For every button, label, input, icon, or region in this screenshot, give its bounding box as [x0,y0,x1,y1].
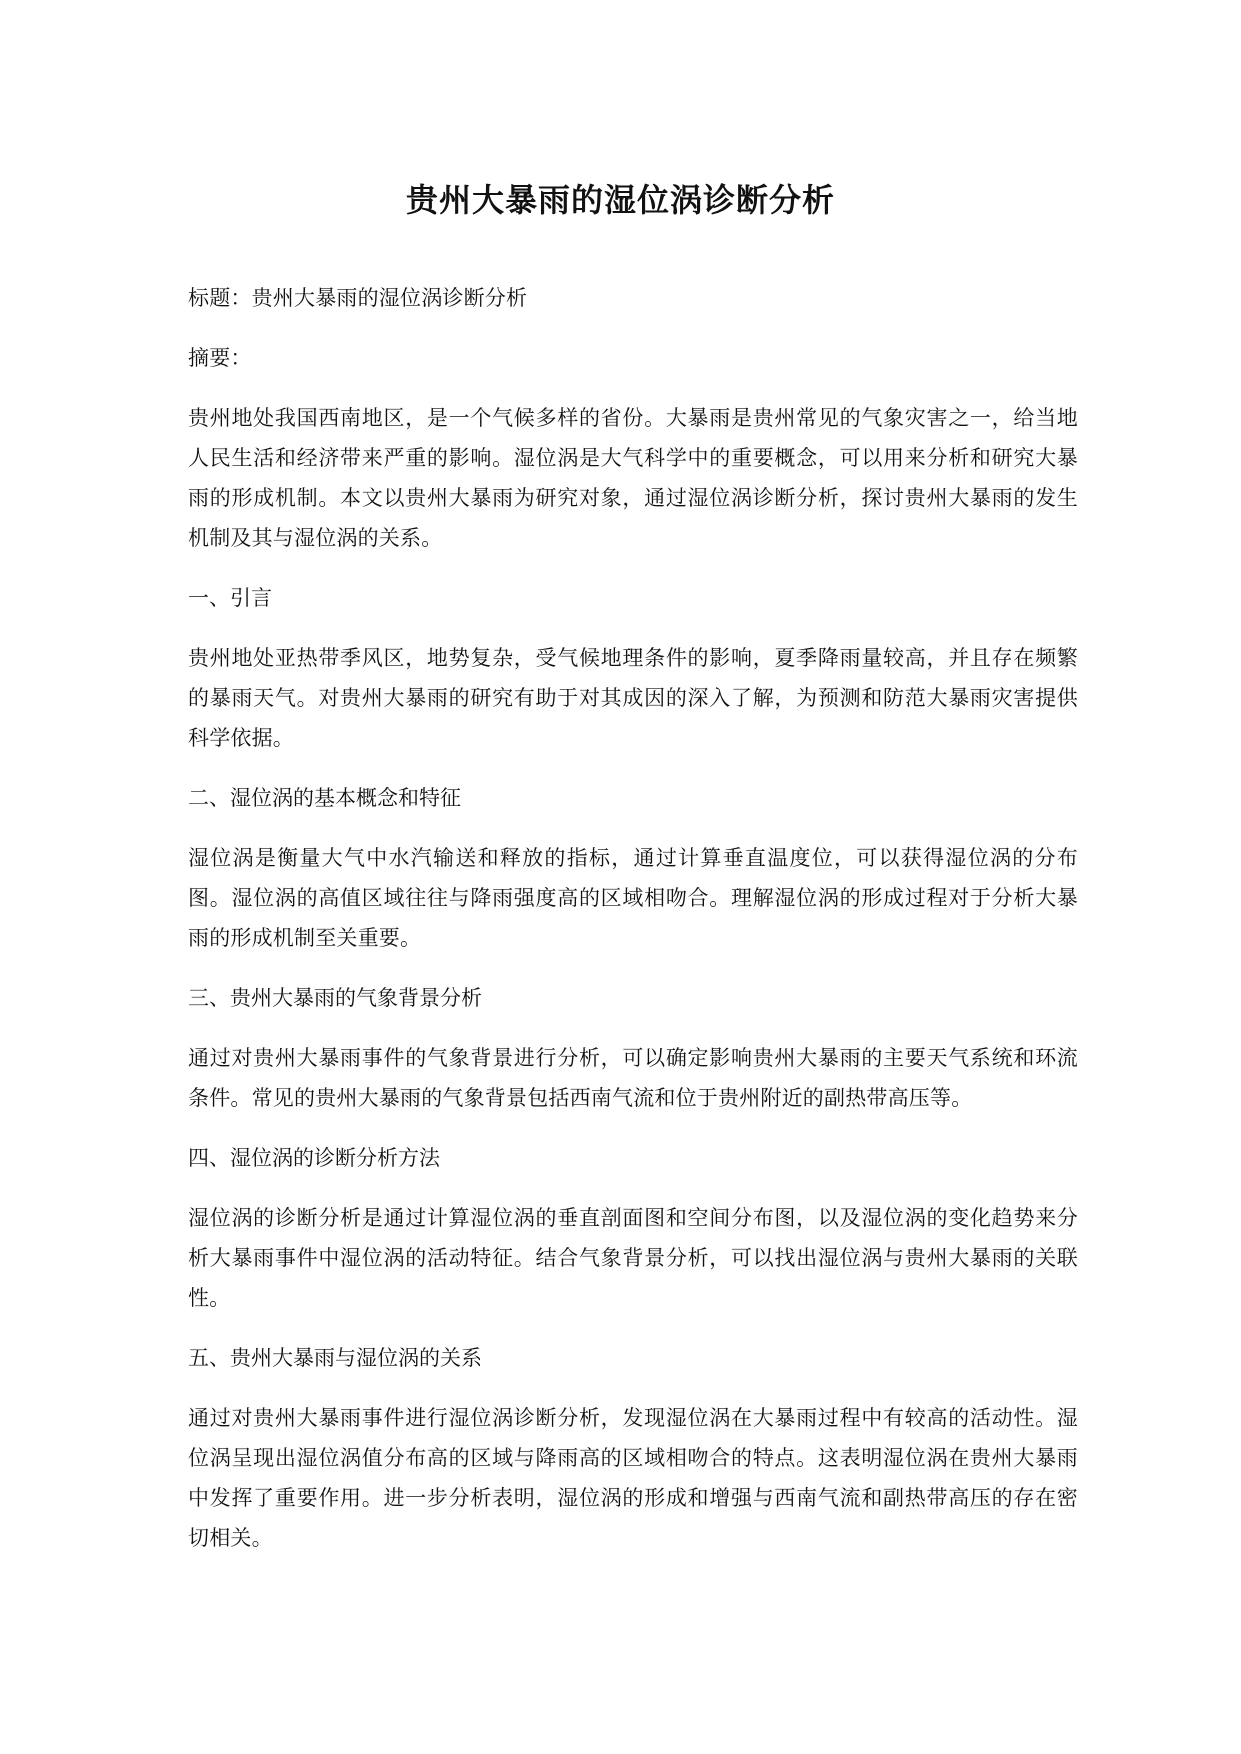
section-paragraph-4: 湿位涡的诊断分析是通过计算湿位涡的垂直剖面图和空间分布图，以及湿位涡的变化趋势来分析大暴雨事件中湿位涡的活动特征。结合气象背景分析，可以找出湿位涡与贵州大暴雨的关联性。 [188,1206,1078,1310]
section-paragraph-1: 贵州地处亚热带季风区，地势复杂，受气候地理条件的影响，夏季降雨量较高，并且存在频繁的暴雨天气。对贵州大暴雨的研究有助于对其成因的深入了解，为预测和防范大暴雨灾害提供科学依据。 [188,646,1078,750]
abstract-paragraph: 贵州地处我国西南地区，是一个气候多样的省份。大暴雨是贵州常见的气象灾害之一，给当地人民生活和经济带来严重的影响。湿位涡是大气科学中的重要概念，可以用来分析和研究大暴雨的形成机制。本文以贵州大暴雨为研究对象，通过湿位涡诊断分析，探讨贵州大暴雨的发生机制及其与湿位涡的关系。 [188,406,1078,550]
section-heading-3: 三、贵州大暴雨的气象背景分析 [188,986,482,1010]
section-paragraph-3: 通过对贵州大暴雨事件的气象背景进行分析，可以确定影响贵州大暴雨的主要天气系统和环流条件。常见的贵州大暴雨的气象背景包括西南气流和位于贵州附近的副热带高压等。 [188,1046,1078,1110]
section-paragraph-2: 湿位涡是衡量大气中水汽输送和释放的指标，通过计算垂直温度位，可以获得湿位涡的分布图。湿位涡的高值区域往往与降雨强度高的区域相吻合。理解湿位涡的形成过程对于分析大暴雨的形成机制至关重要。 [188,846,1078,950]
abstract-label: 摘要： [188,346,252,370]
section-heading-5: 五、贵州大暴雨与湿位涡的关系 [188,1346,482,1370]
section-paragraph-5: 通过对贵州大暴雨事件进行湿位涡诊断分析，发现湿位涡在大暴雨过程中有较高的活动性。湿位涡呈现出湿位涡值分布高的区域与降雨高的区域相吻合的特点。这表明湿位涡在贵州大暴雨中发挥了重要作用。进一步分析表明，湿位涡的形成和增强与西南气流和副热带高压的存在密切相关。 [188,1406,1078,1550]
section-heading-4: 四、湿位涡的诊断分析方法 [188,1146,440,1170]
section-heading-1: 一、引言 [188,586,272,610]
meta-title: 标题：贵州大暴雨的湿位涡诊断分析 [188,286,528,310]
document-title: 贵州大暴雨的湿位涡诊断分析 [405,181,835,219]
document-body [188,278,1078,1578]
section-heading-2: 二、湿位涡的基本概念和特征 [188,786,461,810]
